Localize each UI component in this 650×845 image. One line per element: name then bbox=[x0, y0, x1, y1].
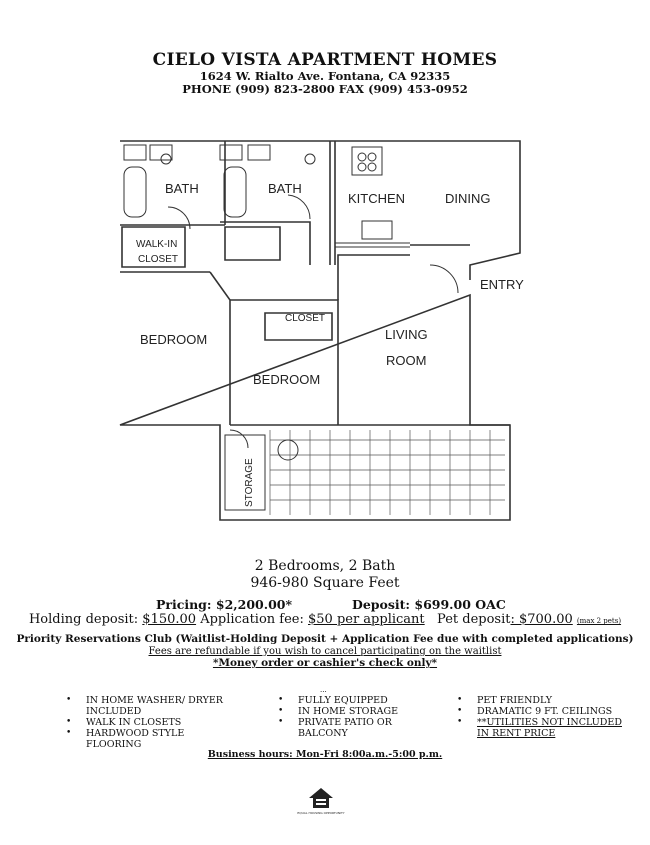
equal-housing-icon bbox=[297, 786, 345, 816]
feature-item: • IN HOME STORAGE bbox=[278, 706, 418, 717]
deposit: Deposit: $699.00 OAC bbox=[352, 597, 506, 612]
label-dining: DINING bbox=[445, 191, 491, 206]
business-hours: Business hours: Mon-Fri 8:00a.m.-5:00 p.m. bbox=[207, 749, 443, 760]
feature-item: • **UTILITIES NOT INCLUDED IN RENT PRICE bbox=[457, 717, 627, 739]
label-walk-in: WALK-IN bbox=[136, 239, 178, 250]
label-walk-in-closet: CLOSET bbox=[138, 254, 179, 265]
label-bedroom-1: BEDROOM bbox=[140, 332, 208, 347]
property-title: CIELO VISTA APARTMENT HOMES bbox=[152, 50, 498, 70]
pet-label: Pet deposit bbox=[424, 612, 511, 627]
payment-note: *Money order or cashier's check only* bbox=[212, 657, 438, 669]
holding-value: $150.00 bbox=[142, 612, 197, 627]
property-address: 1624 W. Rialto Ave. Fontana, CA 92335 bbox=[199, 69, 451, 83]
label-kitchen: KITCHEN bbox=[348, 191, 406, 206]
feature-item: • HARDWOOD STYLE FLOORING bbox=[66, 728, 236, 750]
application-label: Application fee: bbox=[196, 612, 308, 627]
pricing: Pricing: $2,200.00* bbox=[156, 597, 293, 612]
label-closet: CLOSET bbox=[285, 313, 326, 324]
label-bath-2: BATH bbox=[268, 181, 302, 196]
label-bath-1: BATH bbox=[165, 181, 199, 196]
feature-item: • DRAMATIC 9 FT. CEILINGS bbox=[457, 706, 627, 717]
label-room: ROOM bbox=[386, 353, 427, 368]
pet-note: (max 2 pets) bbox=[576, 617, 622, 625]
features-col-2 bbox=[278, 695, 418, 739]
feature-item: • WALK IN CLOSETS bbox=[66, 717, 236, 728]
features-col-1 bbox=[66, 695, 236, 750]
label-bedroom-2: BEDROOM bbox=[253, 372, 321, 387]
application-value: $50 per applicant bbox=[308, 612, 425, 627]
features-mark: ... bbox=[320, 686, 327, 694]
features-col-3 bbox=[457, 695, 627, 739]
holding-label: Holding deposit: bbox=[28, 612, 143, 627]
feature-item: • PET FRIENDLY bbox=[457, 695, 627, 706]
unit-square-feet: 946-980 Square Feet bbox=[250, 575, 400, 591]
feature-item: • FULLY EQUIPPED bbox=[278, 695, 418, 706]
property-phone: PHONE (909) 823-2800 FAX (909) 453-0952 bbox=[182, 82, 468, 96]
fees-line bbox=[0, 612, 650, 627]
unit-bed-bath: 2 Bedrooms, 2 Bath bbox=[254, 558, 396, 574]
label-living: LIVING bbox=[385, 327, 428, 342]
floor-plan bbox=[110, 135, 530, 525]
feature-item: • IN HOME WASHER/ DRYER INCLUDED bbox=[66, 695, 236, 717]
refund-note: Fees are refundable if you wish to cancel participating on the waitlist bbox=[148, 646, 502, 657]
label-entry: ENTRY bbox=[480, 277, 524, 292]
pet-value: : $700.00 bbox=[510, 612, 573, 627]
feature-item: • PRIVATE PATIO OR BALCONY bbox=[278, 717, 418, 739]
label-storage: STORAGE bbox=[244, 458, 255, 507]
equal-housing-text: EQUAL HOUSING OPPORTUNITY bbox=[297, 811, 345, 815]
priority-club: Priority Reservations Club (Waitlist-Holding Deposit + Application Fee due with completed applications) bbox=[16, 633, 634, 645]
